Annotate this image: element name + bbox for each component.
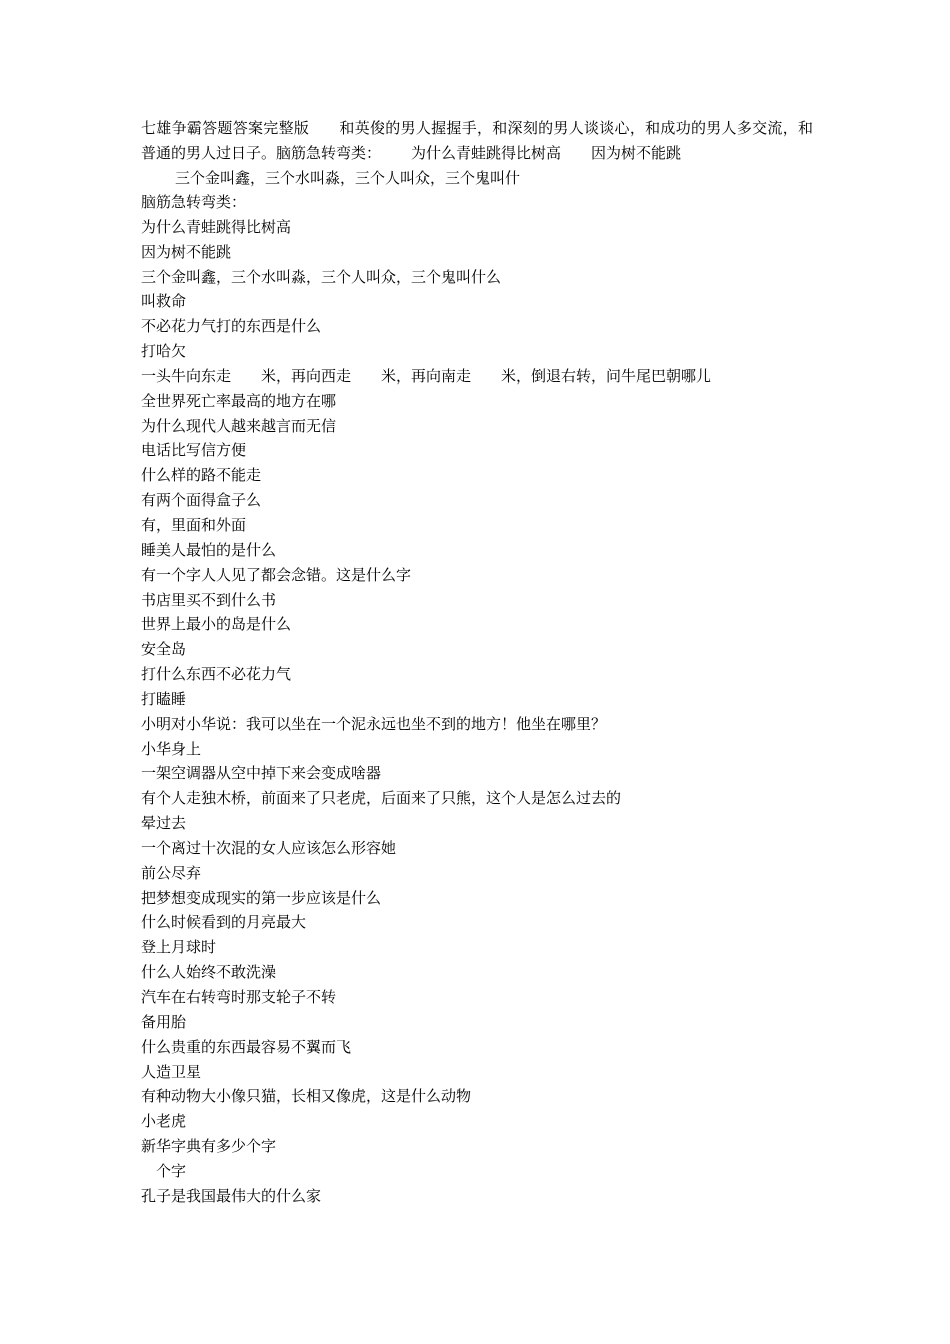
text-line: 前公尽弃 [141, 863, 202, 882]
text-line: 新华字典有多少个字 [141, 1137, 277, 1156]
text-line: 睡美人最怕的是什么 [141, 540, 277, 559]
text-line: 安全岛 [141, 640, 187, 659]
text-line: 因为树不能跳 [141, 242, 232, 261]
text-line: 不必花力气打的东西是什么 [141, 317, 322, 336]
text-line: 叫救命 [141, 292, 187, 311]
document-title: 七雄争霸答题答案完整版 [141, 119, 310, 137]
text-line: 一架空调器从空中掉下来会变成啥器 [141, 764, 382, 783]
text-line: 什么人始终不敢洗澡 [141, 963, 277, 982]
header-text-1: 和英俊的男人握握手，和深刻的男人谈谈心，和成功的男人多交流，和普通的男人过日子。脑筋急转弯类： [141, 119, 813, 162]
text-line: 全世界死亡率最高的地方在哪 [141, 391, 337, 410]
text-line: 把梦想变成现实的第一步应该是什么 [141, 888, 382, 907]
text-line: 为什么现代人越来越言而无信 [141, 416, 337, 435]
text-line: 什么时候看到的月亮最大 [141, 913, 307, 932]
text-line: 三个金叫鑫，三个水叫淼，三个人叫众，三个鬼叫什么 [141, 267, 502, 286]
text-line: 什么样的路不能走 [141, 466, 262, 485]
text-line: 人造卫星 [141, 1062, 202, 1081]
text-line: 汽车在右转弯时那支轮子不转 [141, 988, 337, 1006]
text-line: 小明对小华说：我可以坐在一个泥永远也坐不到的地方！他坐在哪里？ [141, 714, 607, 733]
text-line: 小老虎 [141, 1112, 187, 1131]
text-line: 有个人走独木桥，前面来了只老虎，后面来了只熊，这个人是怎么过去的 [141, 789, 622, 808]
text-line: 打什么东西不必花力气 [141, 665, 292, 684]
text-line: 电话比写信方便 [141, 441, 247, 460]
text-line: 备用胎 [141, 1012, 187, 1031]
text-line: 登上月球时 [141, 938, 217, 957]
text-line: 为什么青蛙跳得比树高 [141, 217, 292, 236]
header-text-2: 为什么青蛙跳得比树高 [411, 144, 562, 162]
text-line: 一个离过十次混的女人应该怎么形容她 [141, 838, 397, 857]
text-line: 晕过去 [141, 814, 187, 833]
text-line: 孔子是我国最伟大的什么家 [141, 1186, 322, 1205]
header-text-3: 因为树不能跳 [591, 144, 682, 162]
text-line: 什么贵重的东西最容易不翼而飞 [141, 1037, 352, 1056]
text-line: 世界上最小的岛是什么 [141, 615, 292, 634]
header-text-4: 三个金叫鑫，三个水叫淼，三个人叫众，三个鬼叫什 [175, 169, 521, 187]
text-line: 有，里面和外面 [141, 515, 247, 534]
text-line: 有种动物大小像只猫，长相又像虎，这是什么动物 [141, 1087, 472, 1106]
text-line: 打哈欠 [141, 342, 187, 361]
document-header [141, 116, 813, 191]
text-line: 脑筋急转弯类： [141, 193, 247, 211]
text-line: 小华身上 [141, 739, 202, 758]
riddle-list [141, 190, 841, 1209]
text-line: 一头牛向东走 米，再向西走 米，再向南走 米，倒退右转，问牛尾巴朝哪儿 [141, 366, 712, 385]
text-line: 书店里买不到什么书 [141, 590, 277, 609]
text-line: 有一个字人人见了都会念错。这是什么字 [141, 565, 412, 584]
text-line: 打瞌睡 [141, 689, 187, 708]
text-line: 个字 [141, 1161, 187, 1180]
text-line: 有两个面得盒子么 [141, 491, 262, 510]
